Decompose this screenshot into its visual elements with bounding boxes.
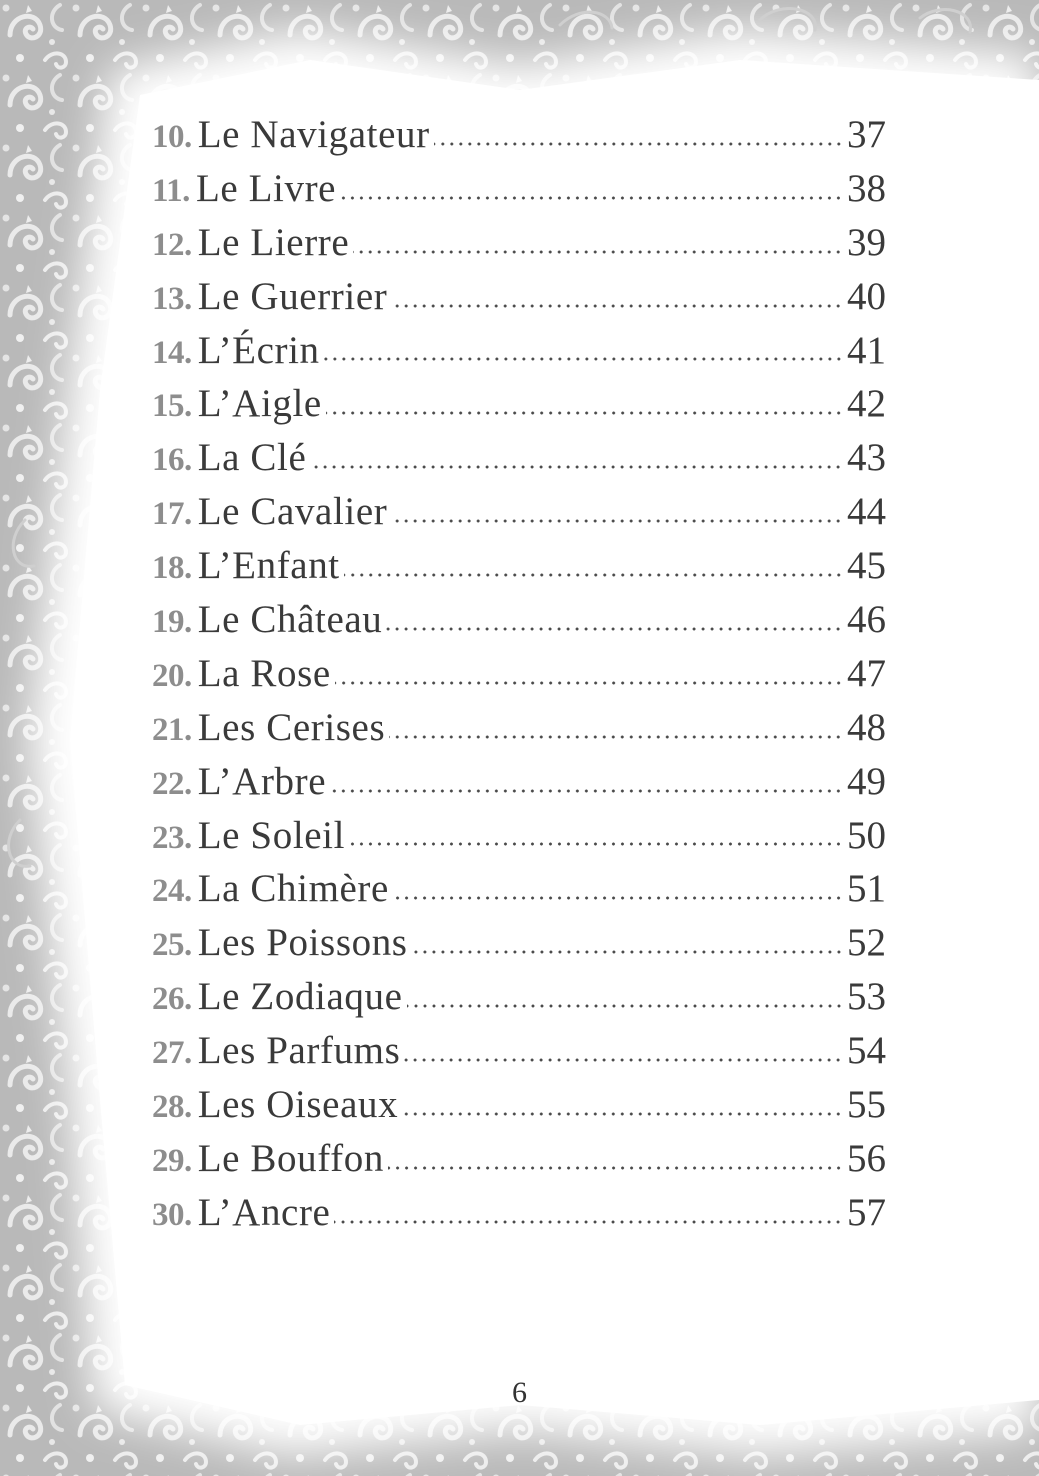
toc-entry-title: Les Cerises xyxy=(197,705,386,749)
toc-entry-number: 14. xyxy=(152,334,192,371)
toc-entry-number: 15. xyxy=(152,388,192,425)
toc-entry-number: 27. xyxy=(152,1035,192,1072)
toc-entry-title: Le Cavalier xyxy=(197,490,388,534)
toc-entry-number: 12. xyxy=(152,226,192,263)
toc-entry xyxy=(152,1186,886,1240)
toc-entry-title: Les Poissons xyxy=(197,921,408,965)
toc-entry-page: 55 xyxy=(847,1083,886,1127)
toc-entry xyxy=(152,216,886,270)
toc-entry xyxy=(152,916,886,970)
toc-entry xyxy=(152,701,886,755)
table-of-contents xyxy=(152,108,886,1240)
toc-entry-number: 28. xyxy=(152,1089,192,1126)
dot-leader xyxy=(386,625,843,633)
toc-entry-page: 43 xyxy=(847,436,886,480)
dot-leader xyxy=(335,679,843,687)
toc-entry xyxy=(152,270,886,324)
dot-leader xyxy=(412,948,843,956)
dot-leader xyxy=(326,409,843,417)
toc-entry-number: 20. xyxy=(152,657,192,694)
toc-entry-number: 10. xyxy=(152,119,192,155)
dot-leader xyxy=(391,302,843,310)
toc-entry xyxy=(152,324,886,378)
toc-entry-page: 57 xyxy=(847,1190,886,1234)
toc-entry-page: 47 xyxy=(847,651,886,695)
toc-entry-number: 11. xyxy=(152,172,190,209)
toc-entry-page: 56 xyxy=(847,1136,886,1180)
toc-entry-page: 40 xyxy=(847,274,886,318)
toc-entry xyxy=(152,485,886,539)
toc-entry-number: 16. xyxy=(152,442,192,479)
toc-entry-number: 26. xyxy=(152,981,192,1018)
toc-entry xyxy=(152,647,886,701)
dot-leader xyxy=(340,194,843,202)
toc-entry-number: 19. xyxy=(152,604,192,641)
toc-entry-number: 21. xyxy=(152,711,192,748)
page-number: 6 xyxy=(512,1376,527,1409)
toc-entry xyxy=(152,755,886,809)
toc-entry xyxy=(152,1132,886,1186)
dot-leader xyxy=(434,140,843,148)
toc-entry-title: Le Château xyxy=(197,598,383,642)
dot-leader xyxy=(330,787,843,795)
dot-leader xyxy=(388,1164,843,1172)
toc-entry-number: 24. xyxy=(152,873,192,910)
toc-entry-title: Le Guerrier xyxy=(197,274,388,318)
toc-entry-title: Les Oiseaux xyxy=(197,1083,399,1127)
toc-entry-title: Le Bouffon xyxy=(197,1136,384,1180)
dot-leader xyxy=(344,571,843,579)
toc-entry-page: 49 xyxy=(847,759,886,803)
dot-leader xyxy=(407,1002,843,1010)
toc-entry-title: L’Écrin xyxy=(197,328,320,372)
toc-entry-number: 13. xyxy=(152,280,192,317)
dot-leader xyxy=(404,1056,843,1064)
toc-entry-page: 42 xyxy=(847,382,886,426)
toc-entry-page: 54 xyxy=(847,1029,886,1073)
toc-entry xyxy=(152,1078,886,1132)
dot-leader xyxy=(324,355,843,363)
toc-entry-title: L’Enfant xyxy=(197,544,340,588)
toc-entry xyxy=(152,1024,886,1078)
dot-leader xyxy=(334,1218,843,1226)
dot-leader xyxy=(349,840,843,848)
toc-entry-page: 37 xyxy=(847,113,886,156)
toc-entry-title: La Clé xyxy=(197,436,307,480)
toc-entry-page: 51 xyxy=(847,867,886,911)
toc-entry xyxy=(152,431,886,485)
toc-entry-title: Le Zodiaque xyxy=(197,975,403,1019)
toc-entry-page: 53 xyxy=(847,975,886,1019)
dot-leader xyxy=(391,517,843,525)
toc-entry-number: 22. xyxy=(152,765,192,802)
toc-entry xyxy=(152,809,886,863)
toc-entry xyxy=(152,593,886,647)
toc-entry-page: 52 xyxy=(847,921,886,965)
toc-entry-page: 46 xyxy=(847,598,886,642)
dot-leader xyxy=(402,1110,843,1118)
toc-entry-page: 50 xyxy=(847,813,886,857)
toc-entry-title: La Rose xyxy=(197,651,331,695)
toc-entry-title: Les Parfums xyxy=(197,1029,401,1073)
dot-leader xyxy=(393,894,843,902)
toc-entry-title: Le Lierre xyxy=(197,220,350,264)
toc-entry-title: Le Soleil xyxy=(197,813,346,857)
toc-entry-number: 18. xyxy=(152,550,192,587)
toc-entry-title: L’Ancre xyxy=(197,1190,331,1234)
toc-entry-page: 48 xyxy=(847,705,886,749)
toc-entry-page: 39 xyxy=(847,220,886,264)
dot-leader xyxy=(310,463,843,471)
toc-entry xyxy=(152,970,886,1024)
toc-entry xyxy=(152,862,886,916)
toc-entry xyxy=(152,162,886,216)
toc-entry-title: Le Navigateur xyxy=(197,113,430,156)
toc-entry xyxy=(152,108,886,162)
toc-entry-title: La Chimère xyxy=(197,867,389,911)
toc-entry-page: 41 xyxy=(847,328,886,372)
dot-leader xyxy=(353,248,843,256)
toc-entry-number: 30. xyxy=(152,1196,192,1233)
toc-entry-title: L’Arbre xyxy=(197,759,327,803)
toc-entry xyxy=(152,377,886,431)
toc-entry xyxy=(152,539,886,593)
toc-entry-number: 23. xyxy=(152,819,192,856)
toc-entry-number: 29. xyxy=(152,1142,192,1179)
toc-entry-page: 44 xyxy=(847,490,886,534)
toc-entry-title: L’Aigle xyxy=(197,382,322,426)
toc-entry-page: 38 xyxy=(847,166,886,210)
toc-entry-number: 17. xyxy=(152,496,192,533)
toc-entry-page: 45 xyxy=(847,544,886,588)
toc-entry-title: Le Livre xyxy=(195,166,337,210)
toc-entry-number: 25. xyxy=(152,927,192,964)
dot-leader xyxy=(389,733,843,741)
